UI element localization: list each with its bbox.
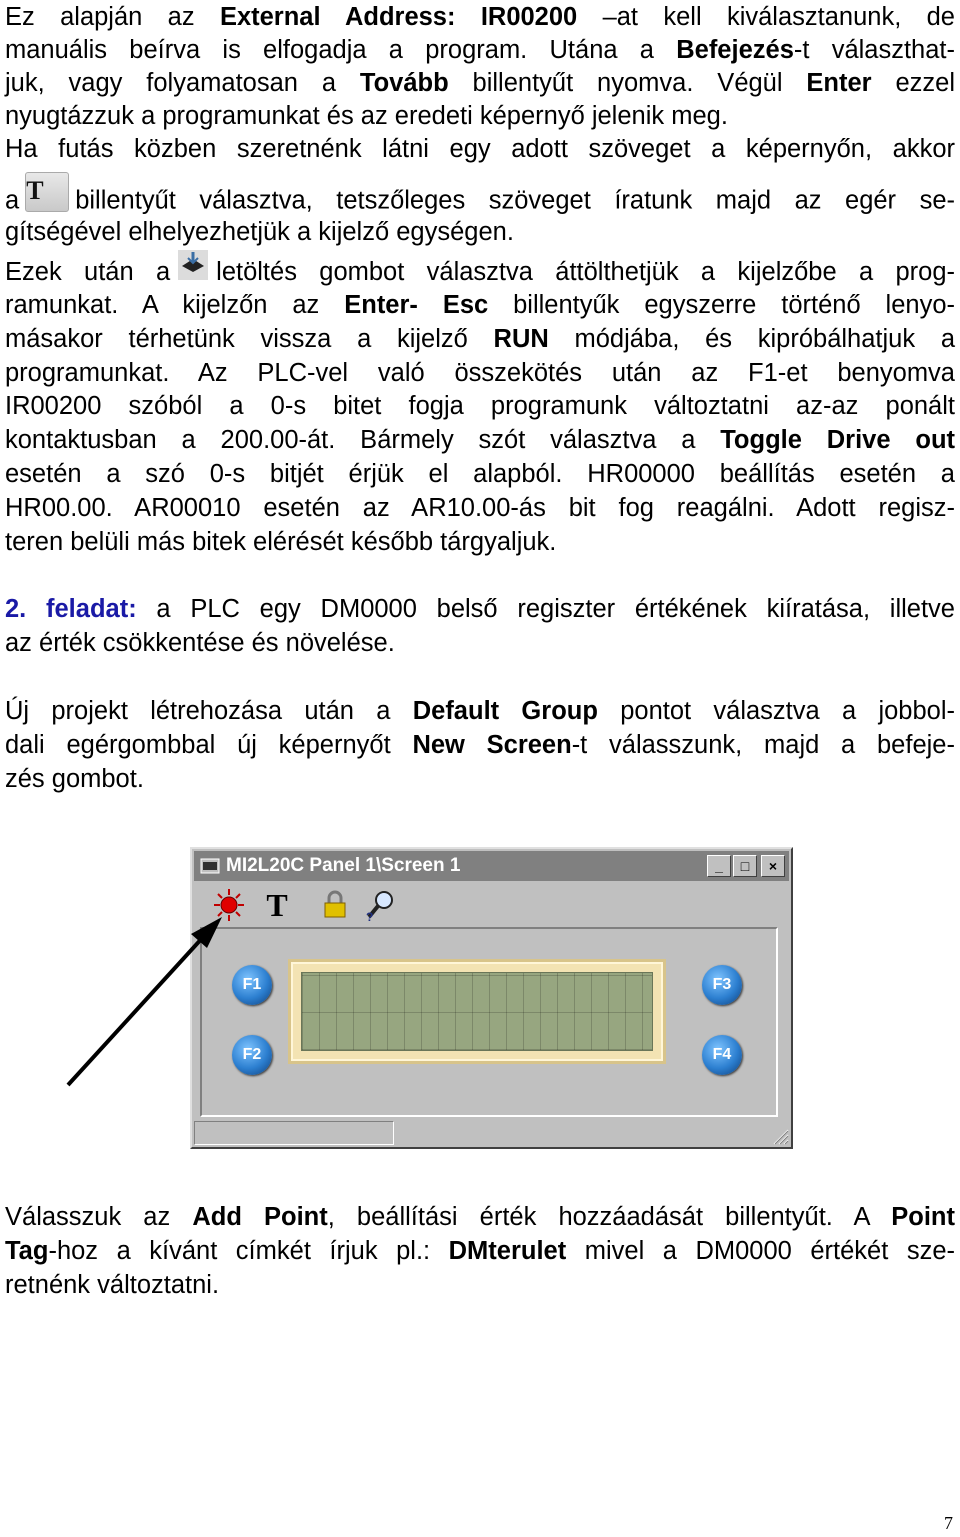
f2-key[interactable]: F2	[232, 1035, 272, 1075]
lcd-display[interactable]	[288, 959, 666, 1064]
screen-window	[190, 847, 793, 1149]
text-line: Ha futás közben szeretnénk látni egy adott szöveget a képernyőn, akkor	[5, 135, 955, 163]
text-line: teren belüli más bitek elérését később tárgyaljuk.	[5, 528, 557, 556]
text-line: Új projekt létrehozása után a Default Group pontot választva a jobbol-	[5, 697, 956, 725]
toolbar	[194, 885, 789, 925]
window-titlebar	[194, 851, 789, 881]
text-line: Ezek után a letöltés gombot választva áttölthetjük a kijelzőbe a prog-	[5, 255, 955, 289]
maximize-button[interactable]: □	[733, 855, 757, 877]
text-line: HR00.00. AR00010 esetén az AR10.00-ás bit fog reagálni. Adott regisz-	[5, 494, 955, 522]
text-line: esetén a szó 0-s bitjét érjük el alapból. HR00000 beállítás esetén a	[5, 460, 955, 488]
minimize-button[interactable]: _	[707, 855, 731, 877]
task-heading-line: 2. feladat: a PLC egy DM0000 belső regiszter értékének kiíratása, illetve	[5, 595, 955, 623]
text-line: másakor térhetünk vissza a kijelző RUN módjába, és kipróbálhatjuk a	[5, 325, 955, 353]
text-line: retnénk változtatni.	[5, 1271, 220, 1299]
window-system-icon	[200, 857, 220, 875]
text-line: IR00200 szóból a 0-s bitet fogja programunk változtatni az-az ponált	[5, 392, 955, 420]
text-line: Ez alapján az External Address: IR00200 –at kell kiválasztanunk, de	[5, 3, 955, 31]
text-line: dali egérgombbal új képernyőt New Screen-t válasszunk, majd a befeje-	[5, 731, 955, 759]
text-line: manuális beírva is elfogadja a program. Utána a Befejezés-t választhat-	[5, 36, 955, 64]
window-title: MI2L20C Panel 1\Screen 1	[226, 855, 461, 876]
svg-text:?: ?	[366, 910, 374, 923]
text-line: Válasszuk az Add Point, beállítási érték hozzáadását billentyűt. A Point	[5, 1203, 955, 1231]
status-bar	[194, 1121, 394, 1145]
page-number: 7	[944, 1513, 953, 1533]
text-line: Tag-hoz a kívánt címkét írjuk pl.: DMterulet mivel a DM0000 értékét sze-	[5, 1237, 955, 1265]
text-line: kontaktusban a 200.00-át. Bármely szót választva a Toggle Drive out	[5, 426, 956, 454]
device-panel	[200, 927, 778, 1117]
text-icon[interactable]: T	[266, 887, 288, 923]
text-line: nyugtázzuk a programunkat és az eredeti képernyő jelenik meg.	[5, 102, 728, 130]
f3-key[interactable]: F3	[702, 965, 742, 1005]
text-line: gítségével elhelyezhetjük a kijelző egységen.	[5, 218, 514, 246]
text-line: az érték csökkentése és növelése.	[5, 629, 395, 657]
text-line: juk, vagy folyamatosan a Tovább billentyűt nyomva. Végül Enter ezzel	[5, 69, 955, 97]
text-tool-icon: T	[25, 172, 69, 212]
text-line: ramunkat. A kijelzőn az Enter- Esc billentyűk egyszerre történő lenyo-	[5, 291, 955, 319]
task-label: 2. feladat:	[5, 595, 137, 623]
download-icon	[178, 250, 208, 280]
lock-icon[interactable]	[316, 887, 354, 923]
f4-key[interactable]: F4	[702, 1035, 742, 1075]
text-line: zés gombot.	[5, 765, 144, 793]
download-icon[interactable]	[210, 887, 248, 923]
lcd-screen	[301, 972, 653, 1051]
close-button[interactable]: ×	[761, 855, 785, 877]
text-line: programunkat. Az PLC-vel való összekötés után az F1-et benyomva	[5, 359, 955, 387]
zoom-icon[interactable]	[362, 887, 400, 923]
resize-grip-icon[interactable]	[769, 1125, 789, 1145]
f1-key[interactable]: F1	[232, 965, 272, 1005]
text-line: a T billentyűt választva, tetszőleges szöveget íratunk majd az egér se-	[5, 182, 955, 222]
